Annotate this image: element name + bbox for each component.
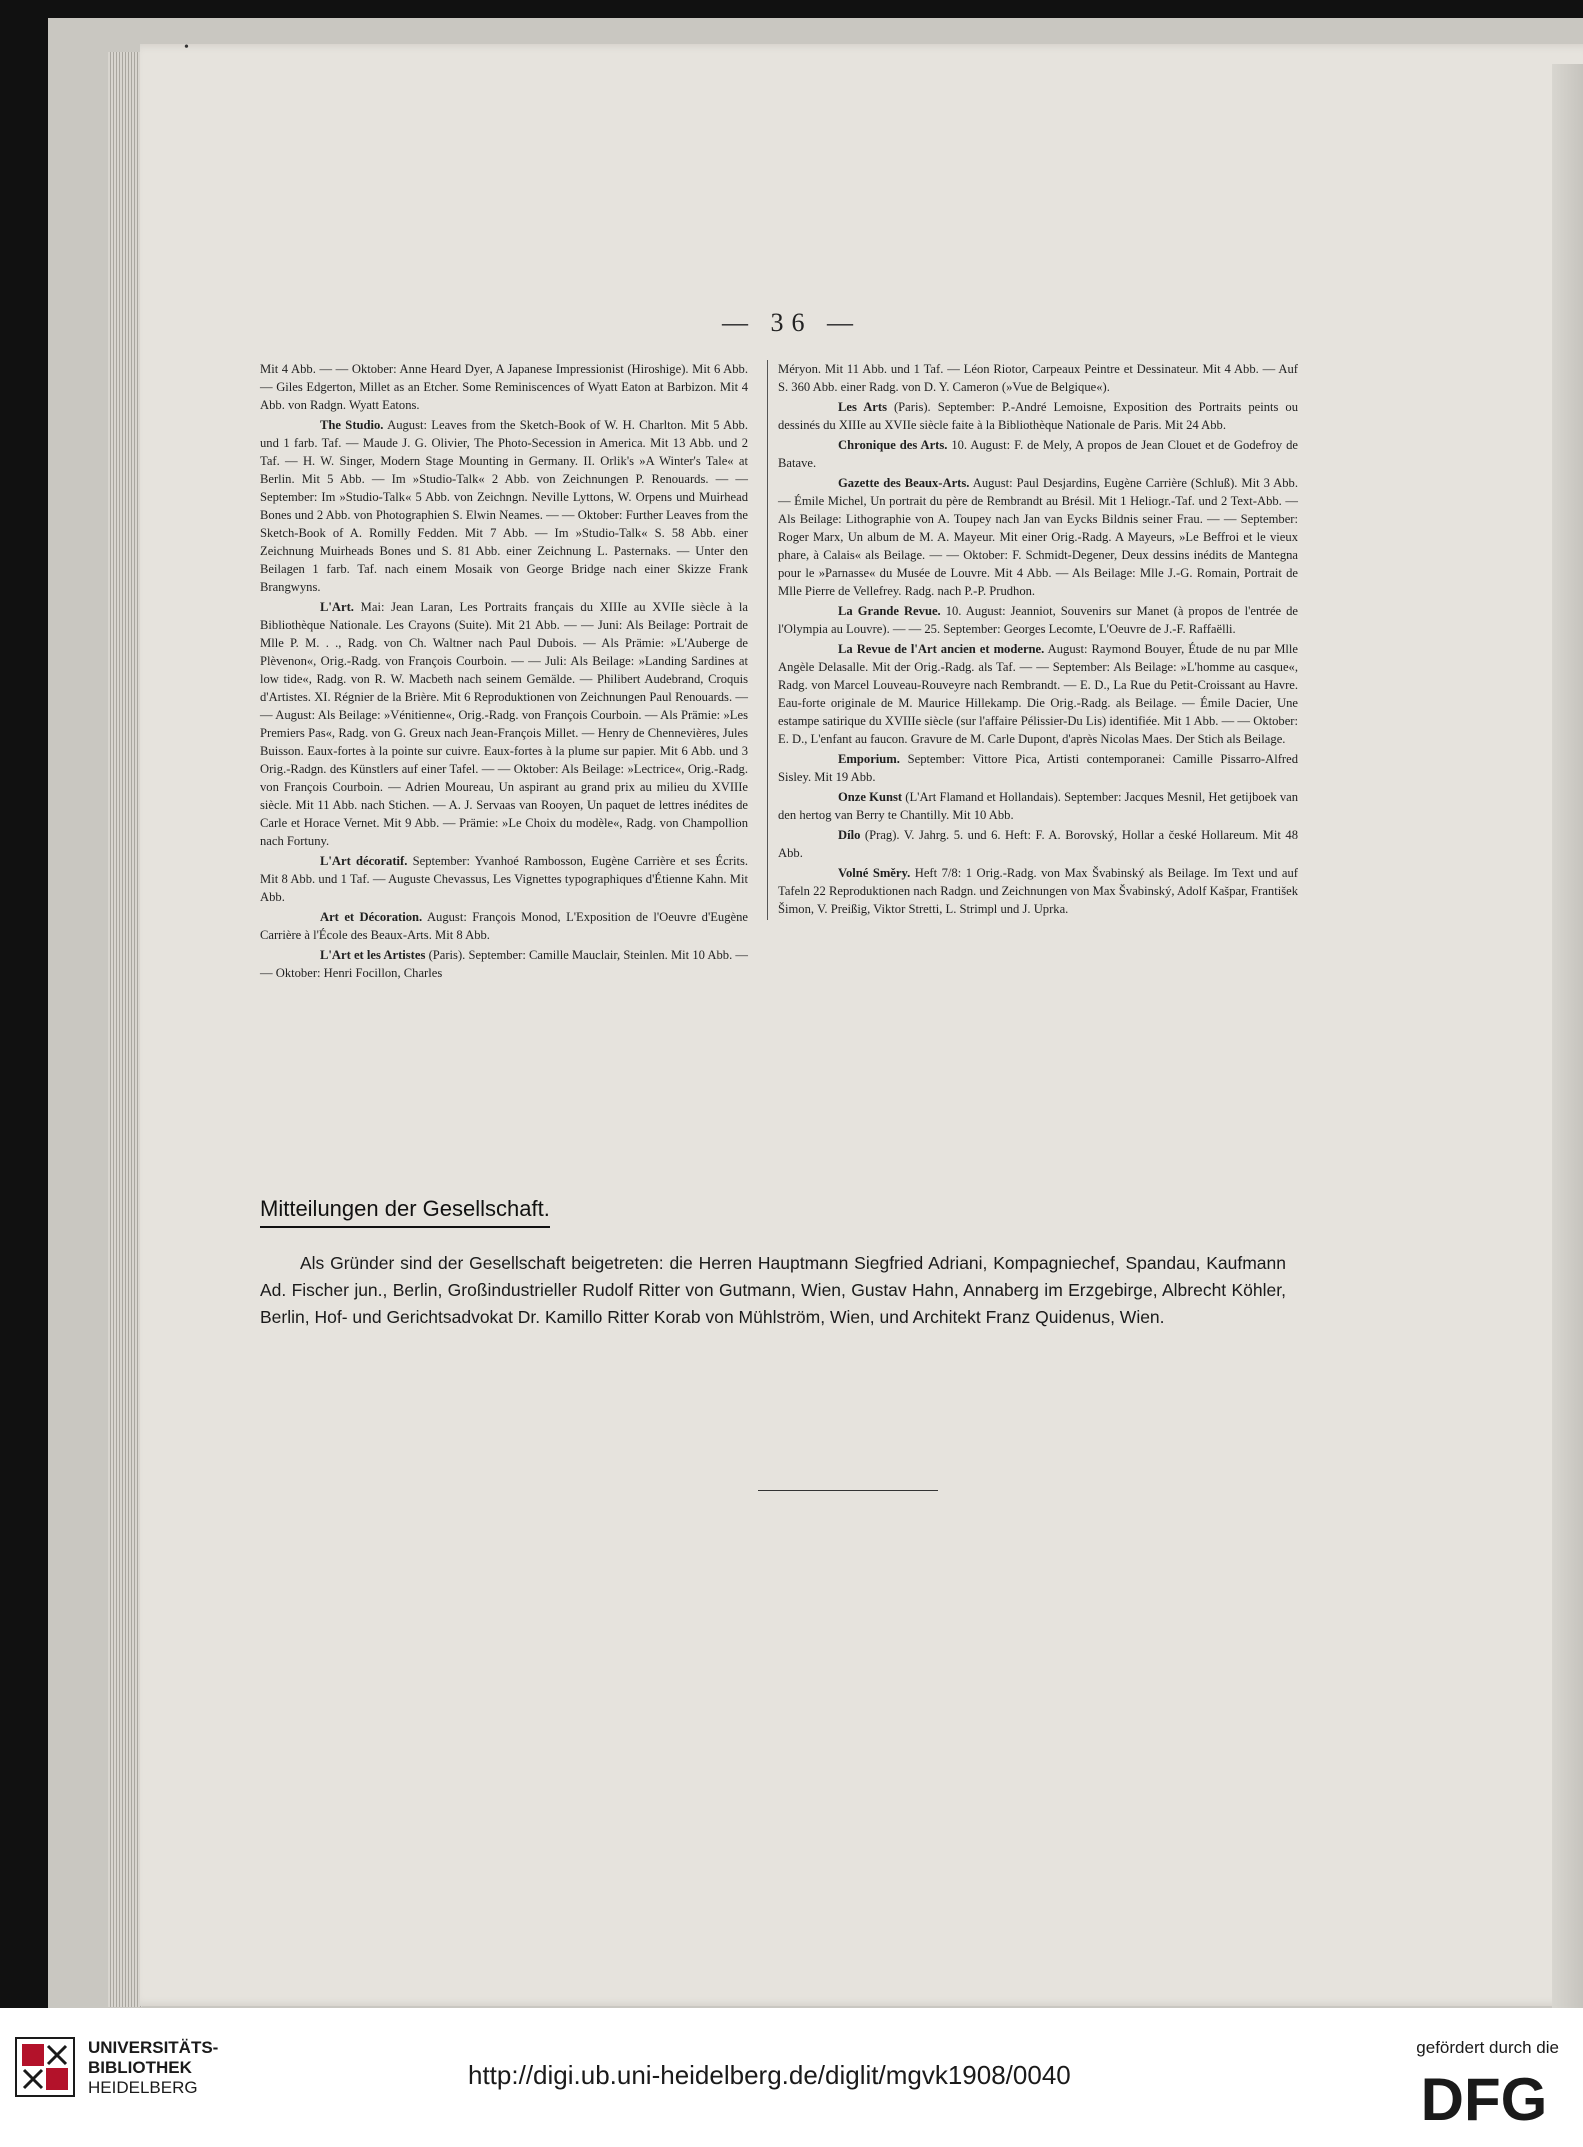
bibliography-entry: [260, 946, 748, 982]
permalink-url[interactable]: http://digi.ub.uni-heidelberg.de/diglit/mgvk1908/0040: [468, 2060, 1071, 2090]
journal-title: L'Art et les Artistes: [320, 948, 426, 962]
bibliography-entry: [778, 602, 1298, 638]
journal-title: Gazette des Beaux-Arts.: [838, 476, 970, 490]
page-number: — 36 —: [722, 308, 861, 337]
journal-title: The Studio.: [320, 418, 384, 432]
bibliography-entry: [260, 416, 748, 596]
bibliography-entry: [260, 852, 748, 906]
entry-text: Mai: Jean Laran, Les Portraits français du XIIIe au XVIIe siècle à la Bibliothèque Nationale. Les Crayons (Suite). Mit 21 Abb. — — Juni: Als Beilage: Portrait de Mlle P. M. . ., Radg. von Ch. Waltner nach Paul Dubois. — Als Prämie: »L'Auberge de Plèvenon«, Orig.-Radg. von François Courboin. — — Juli: Als Beilage: »Landing Sardines at low tide«, Radg. von R. W. Macbeth nach seinem Gemälde. — Philibert Audebrand, Croquis d'Artistes. XI. Régnier de la Brière. Mit 6 Reproduktionen von Zeichnungen Paul Renouards. — — August: Als Beilage: »Vénitienne«, Orig.-Radg. von François Courboin. — Als Prämie: »Les Premiers Pas«, Radg. von G. Greux nach Jean-François Millet. — Henry de Chennevières, Jules Buisson. Eaux-fortes à la pointe sur cuivre. Eaux-fortes à la plume sur papier. Mit 6 Abb. und 3 Orig.-Radgn. des Künstlers auf einer Tafel. — — Oktober: Als Beilage: »Lectrice«, Orig.-Radg. von François Courboin. — Adrien Moureau, Un aspirant au grand prix au milieu du XVIIIe siècle. Mit 11 Abb. nach Stichen. — A. J. Servaas van Rooyen, Un paquet de lettres inédites de Carle et Horace Vernet. Mit 9 Abb. — Prämie: »Le Choix du modèle«, Radg. von Champollion nach Fortuny.: [260, 600, 748, 848]
entry-text: 10. August: Jeanniot, Souvenirs sur Manet (à propos de l'entrée de l'Olympia au Louvre). — — 25. September: Georges Lecomte, L'Oeuvre de J.-F. Raffaëlli.: [778, 604, 1299, 636]
bibliography-entry: [778, 864, 1298, 918]
bibliography-entry: [778, 788, 1298, 824]
right-column: [767, 360, 1298, 920]
ink-speck: •: [184, 40, 189, 55]
closing-rule: [758, 1490, 938, 1491]
entry-text: (Prag). V. Jahrg. 5. und 6. Heft: F. A. Borovský, Hollar a české Hollareum. Mit 48 Abb.: [778, 828, 1298, 860]
bibliography-entry: [260, 360, 748, 414]
entry-text: August: François Monod, L'Exposition de l'Oeuvre d'Eugène Carrière à l'École des Beaux-Arts. Mit 8 Abb.: [260, 910, 749, 942]
journal-title: L'Art.: [320, 600, 354, 614]
journal-title: La Revue de l'Art ancien et moderne.: [838, 642, 1045, 656]
bibliography-entry: [778, 474, 1298, 600]
bibliography-entry: [778, 360, 1298, 396]
institution-line: BIBLIOTHEK: [88, 2058, 192, 2077]
entry-text: Méryon. Mit 11 Abb. und 1 Taf. — Léon Riotor, Carpeaux Peintre et Dessinateur. Mit 4 Abb. — Auf S. 360 Abb. einer Radg. von D. Y. Cameron (»Vue de Belgique«).: [778, 362, 1298, 394]
institution-line: HEIDELBERG: [88, 2078, 198, 2097]
entry-text: September: Yvanhoé Rambosson, Eugène Carrière et ses Écrits. Mit 8 Abb. und 1 Taf. — Auguste Chevassus, Les Vignettes typographiques d'Étienne Kahn. Mit Abb.: [260, 854, 749, 904]
entry-text: (L'Art Flamand et Hollandais). September: Jacques Mesnil, Het getijboek van den hertog van Berry te Chantilly. Mit 10 Abb.: [778, 790, 1298, 822]
entry-text: Heft 7/8: 1 Orig.-Radg. von Max Švabinský als Beilage. Im Text und auf Tafeln 22 Reproduktionen nach Radgn. und Zeichnungen von Max Švabinský, Adolf Kašpar, František Šimon, V. Preißig, Viktor Stretti, L. Strimpl und J. Uprka.: [778, 866, 1299, 916]
journal-title: Les Arts: [838, 400, 887, 414]
entry-text: September: Vittore Pica, Artisti contemporanei: Camille Pissarro-Alfred Sisley. Mit 19 Abb.: [778, 752, 1298, 784]
journal-title: Emporium.: [838, 752, 900, 766]
bibliography-entry: [778, 436, 1298, 472]
journal-title: L'Art décoratif.: [320, 854, 408, 868]
bibliography-entry: [260, 598, 748, 850]
journal-title: Art et Décoration.: [320, 910, 423, 924]
entry-text: 10. August: F. de Mely, A propos de Jean Clouet et de Godefroy de Batave.: [778, 438, 1298, 470]
book-page: [140, 44, 1583, 2006]
bibliography-entry: [778, 398, 1298, 434]
institution-line: UNIVERSITÄTS-: [88, 2038, 219, 2057]
section-title: Mitteilungen der Gesellschaft.: [260, 1196, 550, 1228]
entry-text: August: Leaves from the Sketch-Book of W. H. Charlton. Mit 5 Abb. und 1 farb. Taf. — Maude J. G. Olivier, The Photo-Secession in America. Mit 13 Abb. und 2 Taf. — H. W. Singer, Modern Stage Mounting in Germany. II. Orlik's »A Winter's Tale« at Berlin. Mit 5 Abb. — Im »Studio-Talk« 2 Abb. von Zeichnungen P. Renouards. — — September: Im »Studio-Talk« 5 Abb. von Zeichngn. Neville Lyttons, W. Orpens und Muirhead Bones und 2 Abb. von Photographien S. Elwin Neames. — — Oktober: Further Leaves from the Sketch-Book of A. Romilly Fedden. Mit 7 Abb. — Im »Studio-Talk« S. 58 Abb. einer Zeichnung Muirheads Bones und S. 81 Abb. einer Zeichnung L. Pasternaks. — Unter den Beilagen 1 farb. Taf. nach einem Mosaik von George Bridge nach einer Skizze Frank Brangwyns.: [260, 418, 748, 594]
entry-text: August: Paul Desjardins, Eugène Carrière (Schluß). Mit 3 Abb. — Émile Michel, Un portrait du père de Rembrandt au Brésil. Mit 1 Heliogr.-Taf. und 2 Text-Abb. — Als Beilage: Lithographie von A. Toupey nach Jan van Eycks Bildnis seiner Frau. — — September: Roger Marx, Un album de M. A. Mayeur. Mit einer Orig.-Radg. A Mayeurs, »Le Beffroi et le vieux phare, à Calais« als Beilage. — — Oktober: F. Schmidt-Degener, Deux dessins inédits de Mantegna pour le »Parnasse« du Musée de Louvre. Mit 4 Abb. — Als Beilage: Mlle J.-G. Romain, Portrait de Mlle Pierre de Vellefrey. Radg. nach P.-P. Prudhon.: [778, 476, 1298, 598]
dfg-logo-icon: [1409, 2068, 1559, 2126]
bibliography-entry: [260, 908, 748, 944]
section-body: Als Gründer sind der Gesellschaft beigetreten: die Herren Hauptmann Siegfried Adriani, Kompagniechef, Spandau, Kaufmann Ad. Fischer jun., Berlin, Großindustrieller Rudolf Ritter von Gutmann, Wien, Gustav Hahn, Annaberg im Erzgebirge, Albrecht Köhler, Berlin, Hof- und Gerichtsadvokat Dr. Kamillo Ritter Korab von Mühlström, Wien, und Architekt Franz Quidenus, Wien.: [260, 1253, 1286, 1327]
journal-title: Volné Směry.: [838, 866, 911, 880]
funded-by-label: gefördert durch die: [1416, 2038, 1559, 2057]
bibliography-entry: [778, 826, 1298, 862]
journal-title: La Grande Revue.: [838, 604, 941, 618]
bibliography-entry: [778, 640, 1298, 748]
viewer-footer: [0, 2008, 1583, 2147]
bibliography-entry: [778, 750, 1298, 786]
entry-text: August: Raymond Bouyer, Étude de nu par Mlle Angèle Delasalle. Mit der Orig.-Radg. als Taf. — — September: Als Beilage: »L'homme au casque«, Radg. von Marcel Louveau-Rouveyre nach Rembrandt. — E. D., La Rue du Petit-Croissant au Havre. Eau-forte originale de M. Maurice Hillekamp. Die Orig.-Radg. als Beilage. — Émile Dacier, Une estampe satirique du XVIIIe siècle (sur l'affaire Pélissier-Du Lis) identifiée. Mit 1 Abb. — — Oktober: E. D., L'enfant au faucon. Gravure de M. Carle Dupont, d'après Nicolas Maes. Der Stich als Beilage.: [778, 642, 1298, 746]
journal-title: Onze Kunst: [838, 790, 903, 804]
journal-title: Chronique des Arts.: [838, 438, 948, 452]
university-seal-icon: [14, 2036, 76, 2098]
journal-title: Dílo: [838, 828, 861, 842]
left-column: [260, 360, 748, 984]
dfg-logo-text: DFG: [1420, 2068, 1548, 2126]
entry-text: Mit 4 Abb. — — Oktober: Anne Heard Dyer, A Japanese Impressionist (Hiroshige). Mit 6 Abb. — Giles Edgerton, Millet as an Etcher. Some Reminiscences of Wyatt Eaton at Barbizon. Mit 4 Abb. von Radgn. Wyatt Eatons.: [260, 362, 748, 412]
page-edges: [108, 52, 142, 2007]
page-curl: [1552, 64, 1583, 2026]
entry-text: (Paris). September: P.-André Lemoisne, Exposition des Portraits peints ou dessinés du XIIIe au XVIIe siècle faite à la Bibliothèque Nationale de Paris. Mit 24 Abb.: [778, 400, 1298, 432]
entry-text: (Paris). September: Camille Mauclair, Steinlen. Mit 10 Abb. — — Oktober: Henri Focillon, Charles: [260, 948, 749, 980]
institution-name: [88, 2038, 218, 2098]
